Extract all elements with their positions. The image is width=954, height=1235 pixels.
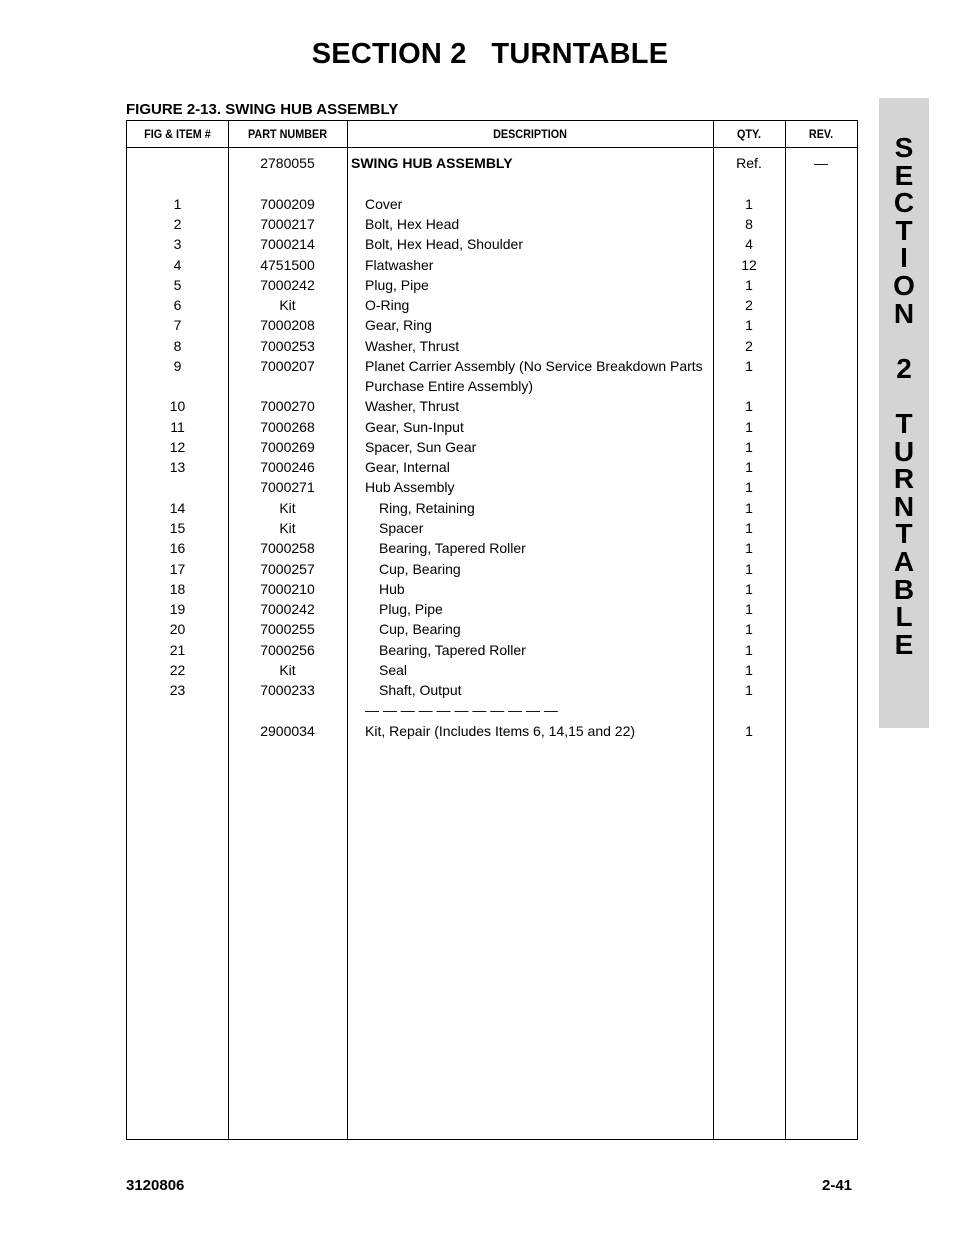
qty-cell: 1 — [745, 398, 753, 414]
figure-title: FIGURE 2-13. SWING HUB ASSEMBLY — [126, 101, 399, 118]
description-cell: Kit, Repair (Includes Items 6, 14,15 and 22) — [365, 723, 636, 739]
qty-cell: 1 — [745, 662, 753, 678]
parts-table — [126, 120, 858, 1140]
description-cell: Bolt, Hex Head, Shoulder — [365, 236, 523, 252]
qty-cell: 12 — [741, 257, 757, 273]
side-tab-letter: U — [893, 435, 915, 467]
header-part-number: PART NUMBER — [247, 127, 328, 141]
part-number-cell: 7000246 — [260, 459, 315, 475]
part-number-cell: Kit — [279, 662, 296, 678]
document-number: 3120806 — [126, 1177, 185, 1194]
description-cell: Gear, Internal — [365, 459, 450, 475]
part-number-cell: 7000268 — [260, 419, 315, 435]
part-number-cell: Kit — [279, 500, 296, 516]
header-fig-item: FIG & ITEM # — [144, 127, 211, 141]
description-cell: Bolt, Hex Head — [365, 216, 460, 232]
description-cell: Cup, Bearing — [379, 561, 461, 577]
part-number-cell: 7000256 — [260, 642, 315, 658]
header-rev: REV. — [808, 127, 834, 141]
part-number-cell: 7000209 — [260, 196, 315, 212]
page-number: 2-41 — [822, 1177, 853, 1194]
description-cell: Plug, Pipe — [379, 601, 443, 617]
part-number-cell: 7000242 — [260, 601, 315, 617]
fig-item-cell: 12 — [169, 439, 186, 455]
fig-item-cell: 10 — [169, 398, 186, 414]
part-number-cell: 2900034 — [260, 723, 315, 739]
side-tab-letter: E — [894, 159, 914, 191]
part-number-cell: 7000208 — [260, 317, 315, 333]
qty-cell: 1 — [745, 277, 753, 293]
description-cell: Washer, Thrust — [365, 338, 460, 354]
part-number-cell: 7000253 — [260, 338, 315, 354]
fig-item-cell: 20 — [169, 621, 186, 637]
description-cell: Planet Carrier Assembly (No Service Breakdown Parts — [365, 358, 703, 374]
fig-item-cell: 9 — [173, 358, 182, 374]
qty-cell: 1 — [745, 439, 753, 455]
qty-cell: 8 — [745, 216, 753, 232]
part-number-cell: 4751500 — [260, 257, 315, 273]
qty-cell: 1 — [745, 561, 753, 577]
fig-item-cell: 15 — [169, 520, 186, 536]
fig-item-cell: 16 — [169, 540, 186, 556]
fig-item-cell: 11 — [170, 419, 185, 435]
part-number-cell: 7000233 — [260, 682, 315, 698]
qty-cell: Ref. — [736, 155, 762, 171]
fig-item-cell: 6 — [173, 297, 182, 313]
qty-cell: 1 — [745, 196, 753, 212]
description-cell: Gear, Ring — [365, 317, 432, 333]
description-cell: Purchase Entire Assembly) — [365, 378, 534, 394]
part-number-cell: 7000257 — [260, 561, 315, 577]
side-tab-letter: O — [893, 269, 915, 301]
side-tab-letter: T — [895, 214, 913, 246]
description-cell: Cup, Bearing — [379, 621, 461, 637]
fig-item-cell: 14 — [169, 500, 186, 516]
qty-cell: 1 — [745, 459, 753, 475]
fig-item-cell: 13 — [169, 459, 186, 475]
qty-cell: 1 — [745, 642, 753, 658]
page-title — [0, 38, 954, 71]
section-side-tab — [879, 98, 929, 728]
side-tab-letter: I — [900, 242, 908, 274]
qty-cell: 1 — [745, 358, 753, 374]
header-description: DESCRIPTION — [493, 127, 567, 141]
description-cell: Ring, Retaining — [379, 500, 475, 516]
header-divider — [127, 147, 857, 148]
description-cell: Cover — [365, 196, 403, 212]
section-name: TURNTABLE — [491, 38, 669, 70]
part-number-cell: 2780055 — [260, 155, 315, 171]
fig-item-cell: 2 — [173, 216, 182, 232]
side-tab-letter: A — [893, 545, 915, 577]
qty-cell: 1 — [745, 682, 753, 698]
side-tab-letter: C — [893, 187, 915, 219]
description-cell: Bearing, Tapered Roller — [379, 642, 526, 658]
fig-item-cell: 3 — [173, 236, 182, 252]
rev-cell: — — [814, 155, 828, 171]
part-number-cell: 7000255 — [260, 621, 315, 637]
column-divider — [785, 121, 786, 1139]
description-cell: Gear, Sun-Input — [365, 419, 464, 435]
description-cell: — — — — — — — — — — — — [365, 702, 558, 718]
description-cell: Shaft, Output — [379, 682, 462, 698]
description-cell: Washer, Thrust — [365, 398, 460, 414]
part-number-cell: 7000210 — [260, 581, 315, 597]
part-number-cell: Kit — [279, 520, 296, 536]
side-tab-letter: L — [895, 601, 913, 633]
side-tab-letter: N — [893, 297, 915, 329]
description-cell: Bearing, Tapered Roller — [379, 540, 526, 556]
qty-cell: 4 — [745, 236, 753, 252]
fig-item-cell: 7 — [173, 317, 182, 333]
part-number-cell: 7000270 — [260, 398, 315, 414]
fig-item-cell: 22 — [169, 662, 186, 678]
description-cell: Spacer, Sun Gear — [365, 439, 477, 455]
part-number-cell: 7000242 — [260, 277, 315, 293]
description-cell: Hub Assembly — [365, 479, 455, 495]
qty-cell: 1 — [745, 540, 753, 556]
description-cell: Seal — [379, 662, 408, 678]
description-cell: SWING HUB ASSEMBLY — [351, 155, 513, 171]
qty-cell: 1 — [745, 520, 753, 536]
side-tab-letter: N — [893, 490, 915, 522]
fig-item-cell: 4 — [173, 257, 182, 273]
description-cell: Flatwasher — [365, 257, 434, 273]
header-qty: QTY. — [736, 127, 761, 141]
qty-cell: 1 — [745, 723, 753, 739]
part-number-cell: 7000217 — [260, 216, 315, 232]
side-tab-letter: T — [895, 407, 913, 439]
section-number: SECTION 2 — [311, 38, 467, 70]
side-tab-letter: R — [893, 463, 915, 495]
qty-cell: 1 — [745, 500, 753, 516]
part-number-cell: Kit — [279, 297, 296, 313]
description-cell: Spacer — [379, 520, 424, 536]
qty-cell: 1 — [745, 419, 753, 435]
qty-cell: 1 — [745, 317, 753, 333]
fig-item-cell: 18 — [169, 581, 186, 597]
column-divider — [347, 121, 348, 1139]
part-number-cell: 7000269 — [260, 439, 315, 455]
qty-cell: 2 — [745, 338, 753, 354]
fig-item-cell: 17 — [169, 561, 186, 577]
qty-cell: 1 — [745, 479, 753, 495]
fig-item-cell: 23 — [169, 682, 186, 698]
part-number-cell: 7000258 — [260, 540, 315, 556]
description-cell: Hub — [379, 581, 405, 597]
fig-item-cell: 8 — [173, 338, 182, 354]
side-tab-letter: 2 — [896, 352, 912, 384]
side-tab-letter: B — [893, 573, 915, 605]
side-tab-letter: E — [894, 628, 914, 660]
side-tab-letter — [879, 382, 929, 410]
fig-item-cell: 1 — [173, 196, 182, 212]
side-tab-letter: T — [895, 518, 913, 550]
side-tab-letter — [879, 327, 929, 355]
qty-cell: 1 — [745, 581, 753, 597]
qty-cell: 1 — [745, 621, 753, 637]
qty-cell: 1 — [745, 601, 753, 617]
fig-item-cell: 19 — [169, 601, 186, 617]
part-number-cell: 7000271 — [260, 479, 315, 495]
part-number-cell: 7000207 — [260, 358, 315, 374]
fig-item-cell: 5 — [173, 277, 182, 293]
side-tab-letter: S — [894, 132, 914, 163]
description-cell: O-Ring — [365, 297, 410, 313]
part-number-cell: 7000214 — [260, 236, 315, 252]
description-cell: Plug, Pipe — [365, 277, 429, 293]
fig-item-cell: 21 — [169, 642, 186, 658]
side-tab-letters — [879, 134, 929, 658]
qty-cell: 2 — [745, 297, 753, 313]
